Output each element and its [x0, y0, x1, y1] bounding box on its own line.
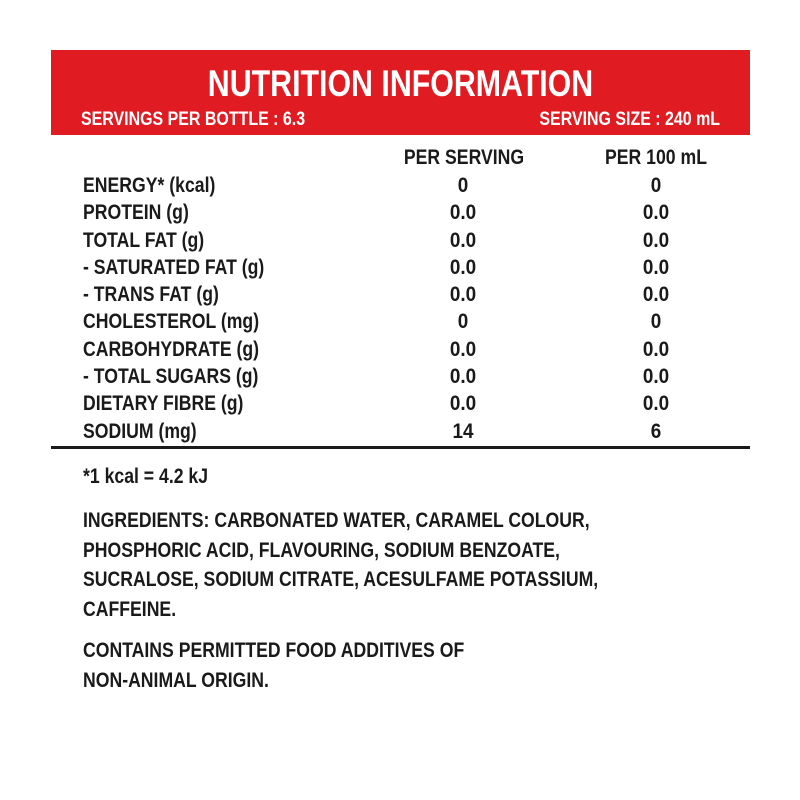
table-row [83, 308, 750, 335]
per-100ml-value: 0.0 [642, 255, 670, 279]
table-row [83, 418, 750, 445]
per-100ml-value: 0.0 [642, 201, 670, 225]
per-serving-value: 0 [457, 310, 469, 334]
additives-line: CONTAINS PERMITTED FOOD ADDITIVES OF [83, 639, 465, 662]
per-serving-value: 0.0 [449, 228, 477, 252]
table-row [83, 390, 750, 417]
table-row [83, 336, 750, 363]
table-row [83, 172, 750, 199]
per-serving-value: 0.0 [449, 337, 477, 361]
table-row [83, 254, 750, 281]
table-row [83, 199, 750, 226]
per-100ml-value: 0.0 [642, 337, 670, 361]
servings-per-bottle: SERVINGS PER BOTTLE : 6.3 [81, 109, 306, 130]
nutrient-label: CHOLESTEROL (mg) [83, 310, 260, 334]
table-row [83, 281, 750, 308]
per-100ml-value: 0.0 [642, 283, 670, 307]
table-row [83, 363, 750, 390]
per-100ml-value: 0.0 [642, 392, 670, 416]
ingredients-line: INGREDIENTS: CARBONATED WATER, CARAMEL COLOUR, [83, 509, 590, 532]
nutrient-label: - SATURATED FAT (g) [83, 255, 265, 279]
additives-statement [83, 636, 464, 695]
per-100ml-value: 0 [650, 310, 662, 334]
nutrient-label: - TRANS FAT (g) [83, 283, 219, 307]
table-row [83, 227, 750, 254]
per-100ml-value: 6 [650, 419, 662, 443]
per-serving-value: 0.0 [449, 283, 477, 307]
nutrient-label: PROTEIN (g) [83, 201, 189, 225]
per-100ml-value: 0 [650, 174, 662, 197]
ingredients-line: SUCRALOSE, SODIUM CITRATE, ACESULFAME POTASSIUM, [83, 568, 599, 591]
per-serving-value: 0.0 [449, 201, 477, 225]
column-header-per-serving: PER SERVING [403, 146, 525, 169]
nutrient-label: TOTAL FAT (g) [83, 228, 205, 252]
per-serving-value: 0.0 [449, 392, 477, 416]
per-100ml-value: 0.0 [642, 365, 670, 389]
footnote-text: *1 kcal = 4.2 kJ [83, 465, 209, 488]
ingredients-line: PHOSPHORIC ACID, FLAVOURING, SODIUM BENZOATE, [83, 538, 560, 562]
column-header-per-100ml: PER 100 mL [605, 146, 707, 169]
ingredients-line: CAFFEINE. [83, 597, 177, 621]
ingredients-paragraph [83, 506, 598, 624]
serving-size: SERVING SIZE : 240 mL [539, 109, 720, 130]
per-serving-value: 0.0 [449, 365, 477, 389]
per-100ml-value: 0.0 [642, 228, 670, 252]
nutrition-header-band [51, 50, 750, 135]
nutrient-label: ENERGY* (kcal) [83, 174, 216, 197]
nutrient-label: SODIUM (mg) [83, 419, 197, 443]
per-serving-value: 0.0 [449, 255, 477, 279]
per-serving-value: 14 [452, 419, 474, 443]
additives-line: NON-ANIMAL ORIGIN. [83, 668, 269, 692]
per-serving-value: 0 [457, 174, 469, 197]
energy-footnote [83, 462, 208, 492]
nutrient-label: - TOTAL SUGARS (g) [83, 365, 259, 389]
nutrition-table [83, 172, 750, 445]
nutrition-title: NUTRITION INFORMATION [207, 63, 594, 104]
table-divider [51, 446, 750, 449]
nutrient-label: CARBOHYDRATE (g) [83, 337, 260, 361]
nutrient-label: DIETARY FIBRE (g) [83, 392, 244, 416]
